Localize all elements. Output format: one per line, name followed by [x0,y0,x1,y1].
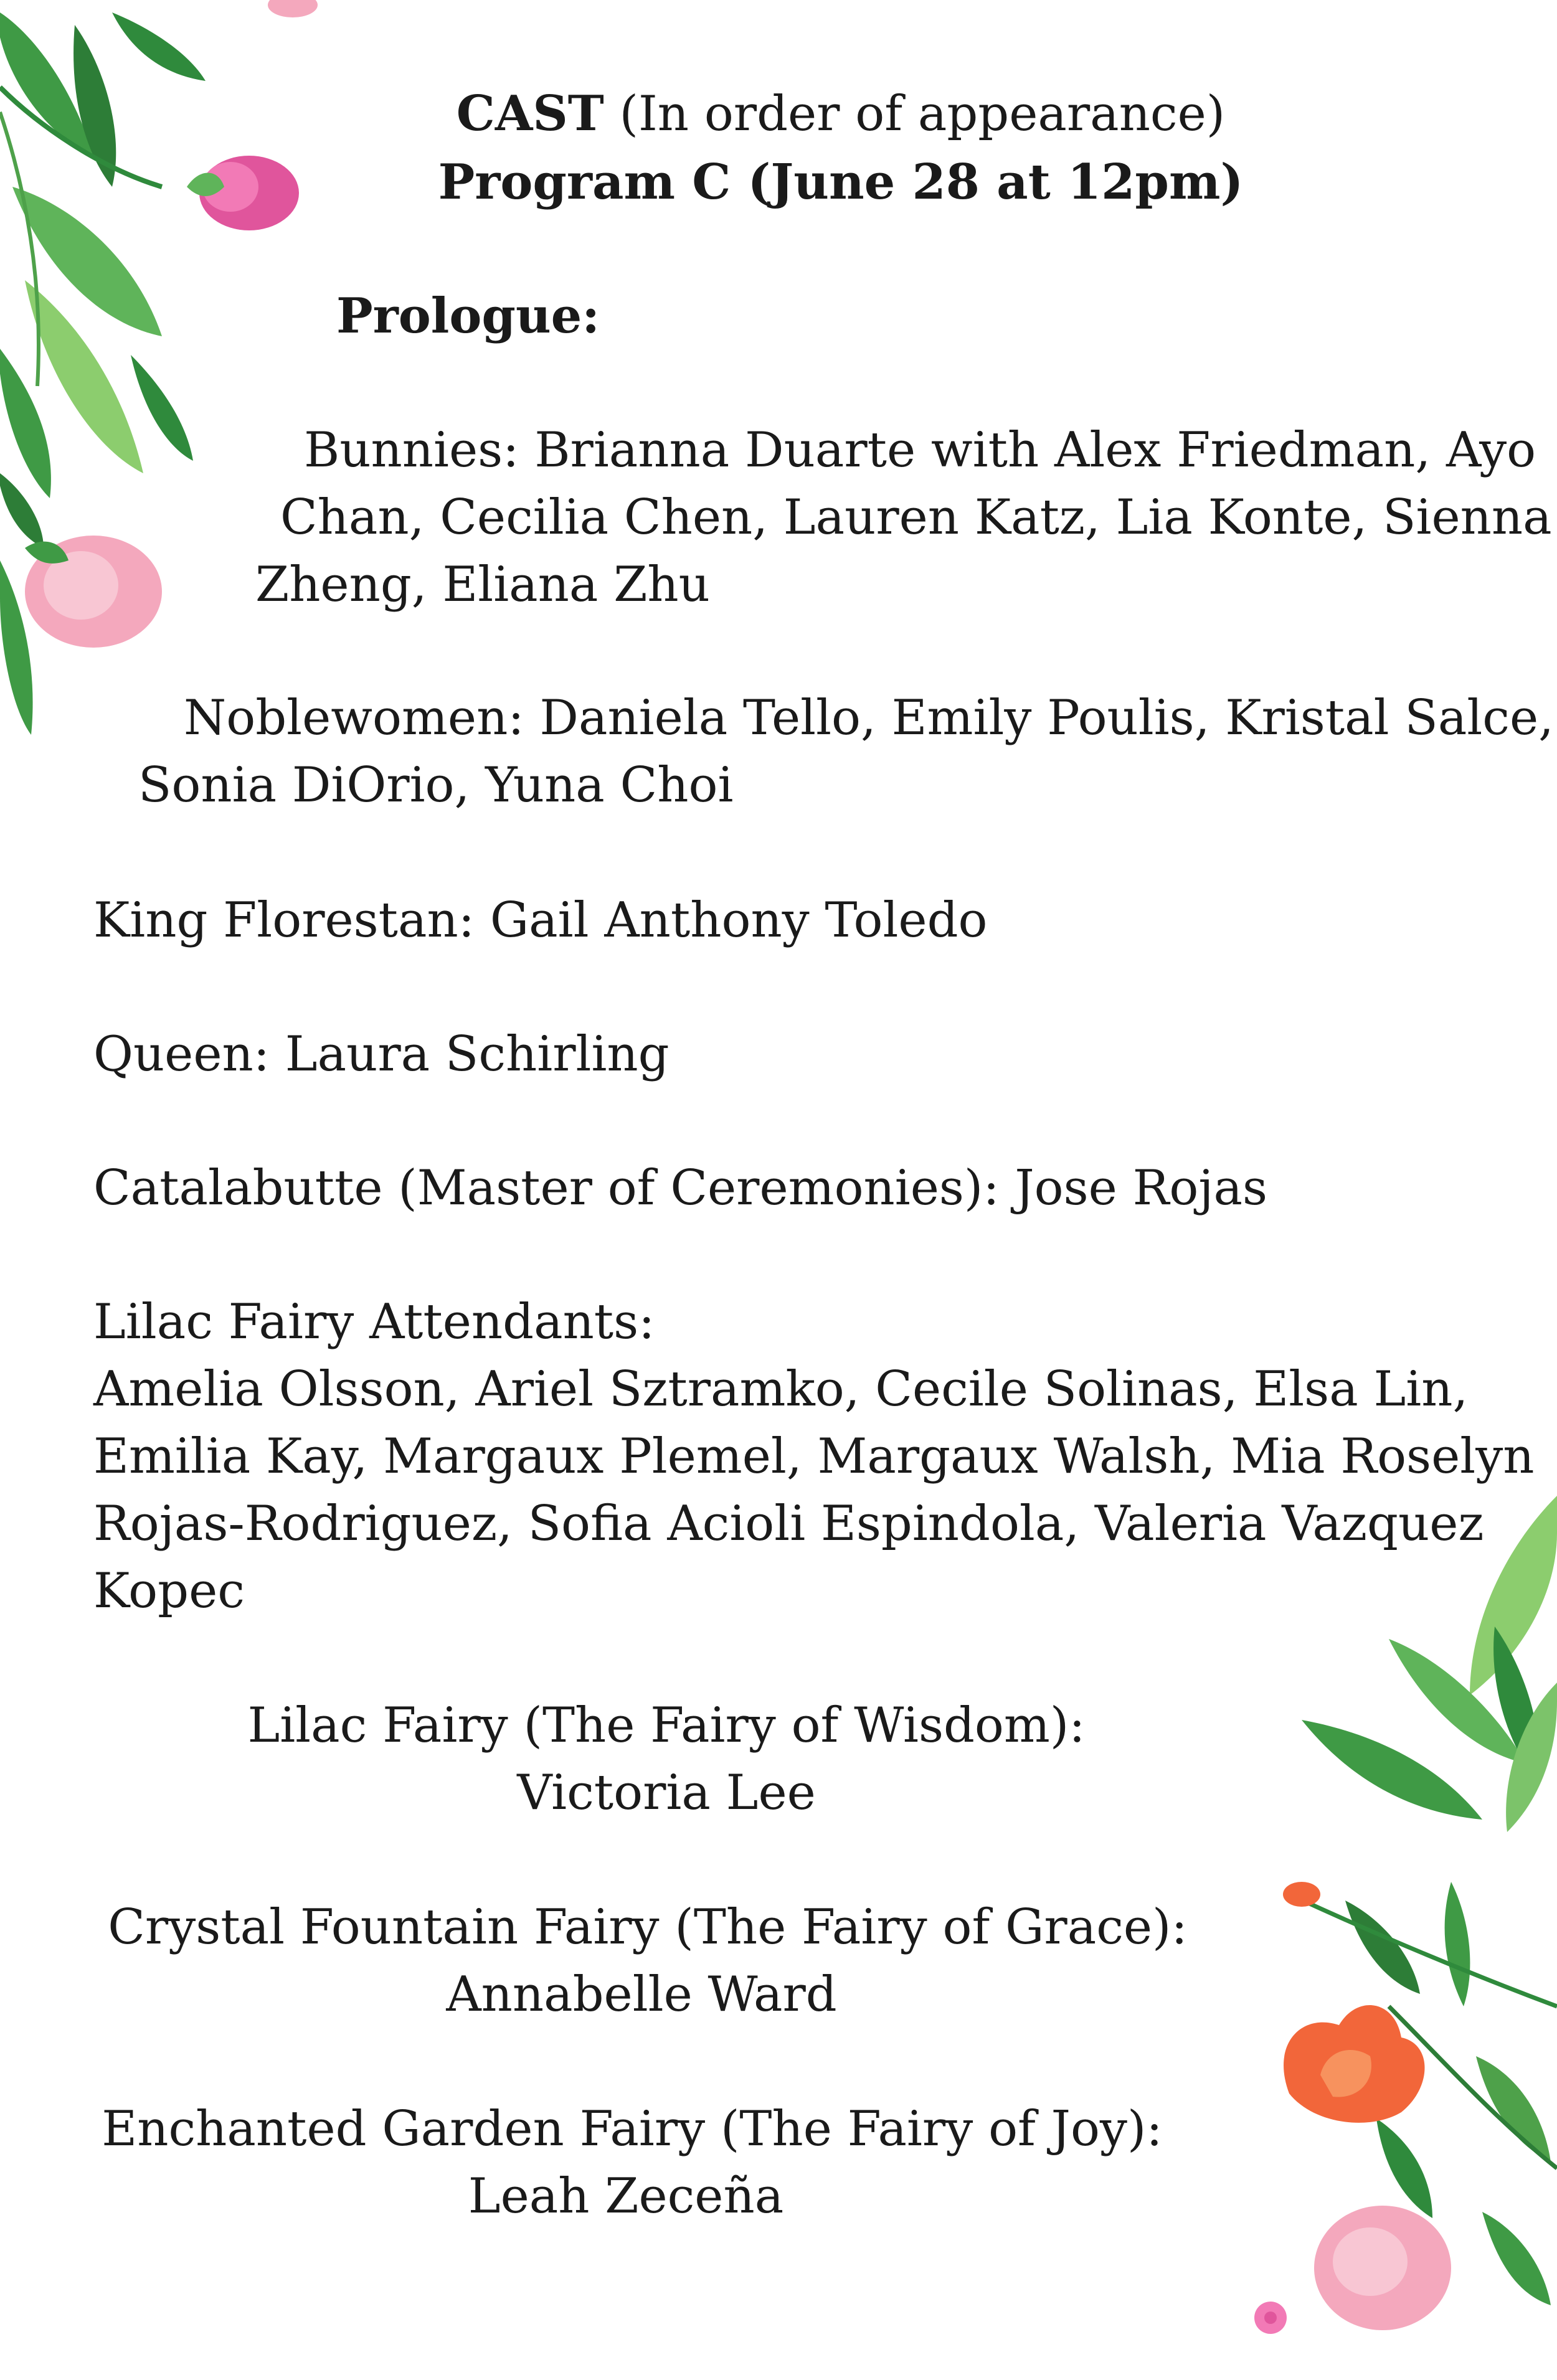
attendants-line-1: Amelia Olsson, Ariel Sztramko, Cecile Solinas, Elsa Lin, [93,1361,1469,1417]
queen-entry: Queen: Laura Schirling [93,1026,670,1082]
attendants-line-2: Emilia Kay, Margaux Plemel, Margaux Walsh, Mia Roselyn [93,1428,1535,1485]
prologue-heading: Prologue: [336,288,600,344]
cast-heading [0,81,1557,147]
attendants-line-4: Kopec [93,1563,245,1619]
noblewomen-line-1: Noblewomen: Daniela Tello, Emily Poulis, Kristal Salce, [184,690,1554,746]
lilac-fairy-role: Lilac Fairy (The Fairy of Wisdom): [247,1698,1086,1754]
pale-pink-bud-icon [1314,2206,1451,2330]
bunnies-line-2: Chan, Cecilia Chen, Lauren Katz, Lia Konte, Sienna [280,489,1552,545]
petal-icon [268,0,318,17]
attendants-label: Lilac Fairy Attendants: [93,1294,655,1350]
bunnies-line-1: Bunnies: Brianna Duarte with Alex Friedman, Ayo [304,422,1536,478]
catalabutte-entry: Catalabutte (Master of Ceremonies): Jose Rojas [93,1160,1268,1216]
leaf-cluster-icon [1289,1496,1557,2305]
enchanted-garden-fairy-name: Leah Zeceña [468,2168,784,2224]
program-heading: Program C (June 28 at 12pm) [438,154,1244,210]
crystal-fountain-fairy-name: Annabelle Ward [446,1967,837,2023]
enchanted-garden-fairy-role: Enchanted Garden Fairy (The Fairy of Joy): [102,2101,1163,2157]
small-pink-flower-icon [1254,2302,1287,2334]
cast-subtitle: (In order of appearance) [603,86,1226,142]
bunnies-line-3: Zheng, Eliana Zhu [255,557,710,613]
noblewomen-line-2: Sonia DiOrio, Yuna Choi [138,757,734,813]
king-florestan-entry: King Florestan: Gail Anthony Toledo [93,892,988,948]
crystal-fountain-fairy-role: Crystal Fountain Fairy (The Fairy of Grace): [108,1899,1188,1955]
cast-word: CAST [456,85,604,142]
attendants-line-3: Rojas-Rodriguez, Sofia Acioli Espindola, Valeria Vazquez [93,1496,1484,1552]
pale-pink-bud-icon [25,536,162,648]
lilac-fairy-name: Victoria Lee [517,1765,816,1821]
